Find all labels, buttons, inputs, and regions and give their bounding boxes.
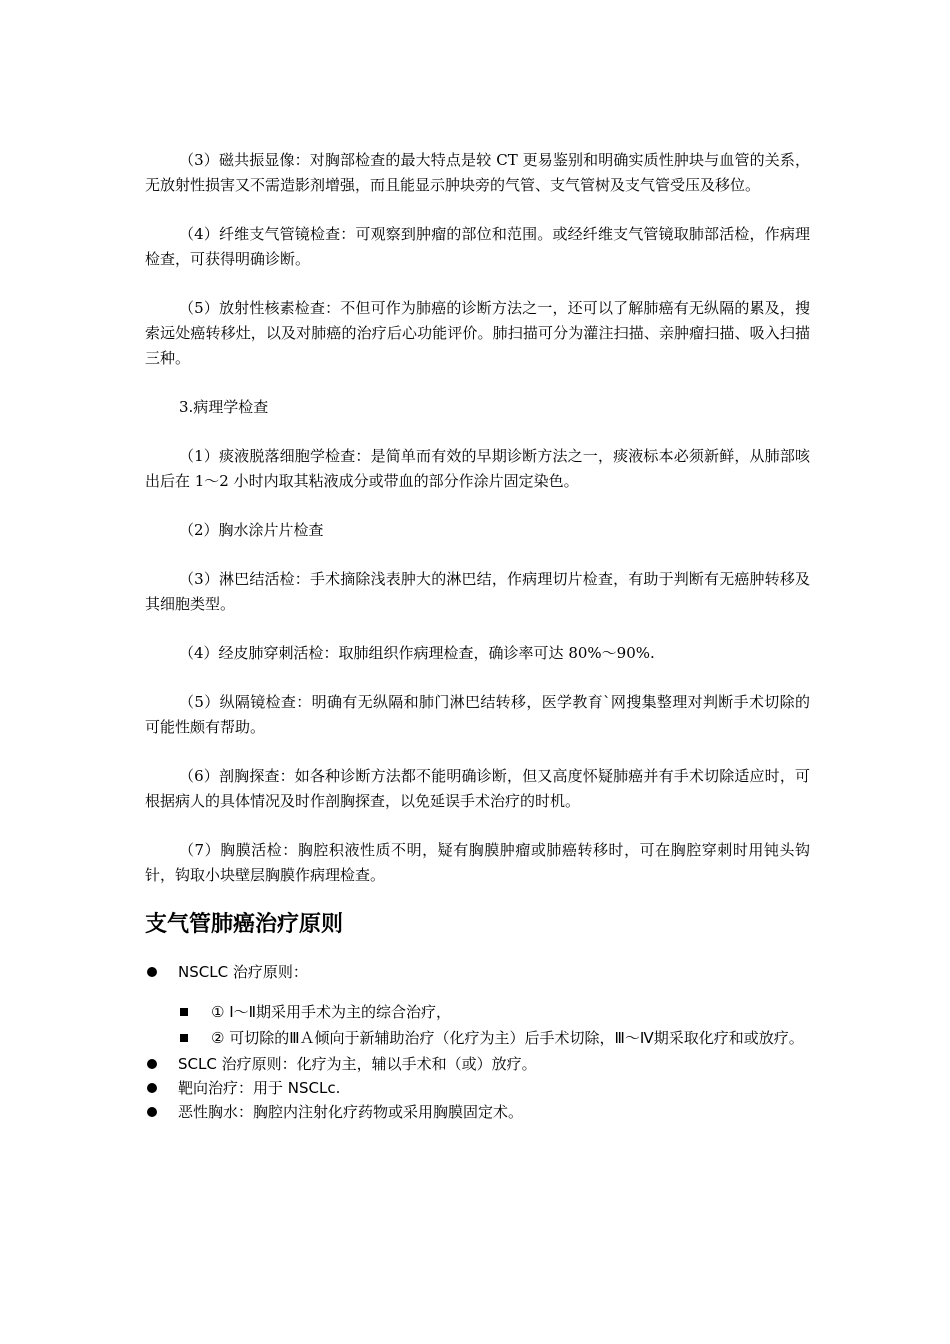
sub-item-text: ① Ⅰ～Ⅱ期采用手术为主的综合治疗， bbox=[211, 1003, 452, 1021]
list-item-targeted bbox=[145, 1076, 810, 1100]
paragraph-mediastinoscopy: （5）纵隔镜检查：明确有无纵隔和肺门淋巴结转移，医学教育`网搜集整理对判断手术切除的可能性颇有帮助。 bbox=[145, 693, 810, 736]
list-item-text: 恶性胸水：胸腔内注射化疗药物或采用胸膜固定术。 bbox=[178, 1103, 524, 1121]
sub-item-stage-1-2 bbox=[145, 1000, 810, 1024]
bullet-square-icon bbox=[180, 1008, 188, 1016]
paragraph-lymph-biopsy: （3）淋巴结活检：手术摘除浅表肿大的淋巴结，作病理切片检查，有助于判断有无癌肿转移及其细胞类型。 bbox=[145, 570, 810, 613]
list-item-nsclc bbox=[145, 960, 810, 984]
subheading-pathology: 3.病理学检查 bbox=[179, 398, 269, 416]
sub-item-text: ② 可切除的ⅢＡ倾向于新辅助治疗（化疗为主）后手术切除，Ⅲ～Ⅳ期采取化疗和或放疗。 bbox=[211, 1029, 804, 1047]
list-item-sclc bbox=[145, 1052, 810, 1076]
list-item-effusion bbox=[145, 1100, 810, 1124]
list-item-text: SCLC 治疗原则：化疗为主，辅以手术和（或）放疗。 bbox=[178, 1055, 537, 1073]
bullet-square-icon bbox=[180, 1034, 188, 1042]
treatment-list bbox=[145, 960, 810, 1124]
sub-item-stage-3a bbox=[145, 1026, 810, 1050]
paragraph-pleural-smear: （2）胸水涂片片检查 bbox=[179, 521, 324, 539]
bullet-dot-icon bbox=[147, 1107, 157, 1117]
paragraph-sputum-cytology: （1）痰液脱落细胞学检查：是简单而有效的早期诊断方法之一，痰液标本必须新鲜，从肺部咳出后在 1～2 小时内取其粘液成分或带血的部分作涂片固定染色。 bbox=[145, 447, 810, 490]
paragraph-mri: （3）磁共振显像：对胸部检查的最大特点是较 CT 更易鉴别和明确实质性肿块与血管的关系，无放射性损害又不需造影剂增强，而且能显示肿块旁的气管、支气管树及支气管受压及移位。 bbox=[145, 151, 810, 194]
bullet-dot-icon bbox=[147, 1059, 157, 1069]
nsclc-sub-list bbox=[145, 1000, 810, 1050]
bullet-dot-icon bbox=[147, 967, 157, 977]
paragraph-needle-biopsy: （4）经皮肺穿刺活检：取肺组织作病理检查，确诊率可达 80%～90%. bbox=[179, 644, 655, 662]
list-item-text: NSCLC 治疗原则： bbox=[178, 963, 308, 981]
paragraph-thoracotomy: （6）剖胸探查：如各种诊断方法都不能明确诊断，但又高度怀疑肺癌并有手术切除适应时，可根据病人的具体情况及时作剖胸探查，以免延误手术治疗的时机。 bbox=[145, 767, 810, 810]
paragraph-pleural-biopsy: （7）胸膜活检：胸腔积液性质不明，疑有胸膜肿瘤或肺癌转移时，可在胸腔穿刺时用钝头钩针，钩取小块壁层胸膜作病理检查。 bbox=[145, 841, 810, 884]
nsclc-sub-list-wrapper bbox=[145, 1000, 810, 1050]
paragraph-radionuclide: （5）放射性核素检查：不但可作为肺癌的诊断方法之一，还可以了解肺癌有无纵隔的累及，搜索远处癌转移灶，以及对肺癌的治疗后心功能评价。肺扫描可分为灌注扫描、亲肿瘤扫描、吸入扫描三种。 bbox=[145, 299, 810, 367]
bullet-dot-icon bbox=[147, 1083, 157, 1093]
document-body bbox=[145, 148, 810, 1124]
paragraph-bronchoscopy: （4）纤维支气管镜检查：可观察到肿瘤的部位和范围。或经纤维支气管镜取肺部活检，作病理检查，可获得明确诊断。 bbox=[145, 225, 810, 268]
list-item-text: 靶向治疗：用于 NSCLc. bbox=[178, 1079, 341, 1097]
section-heading: 支气管肺癌治疗原则 bbox=[145, 912, 344, 937]
